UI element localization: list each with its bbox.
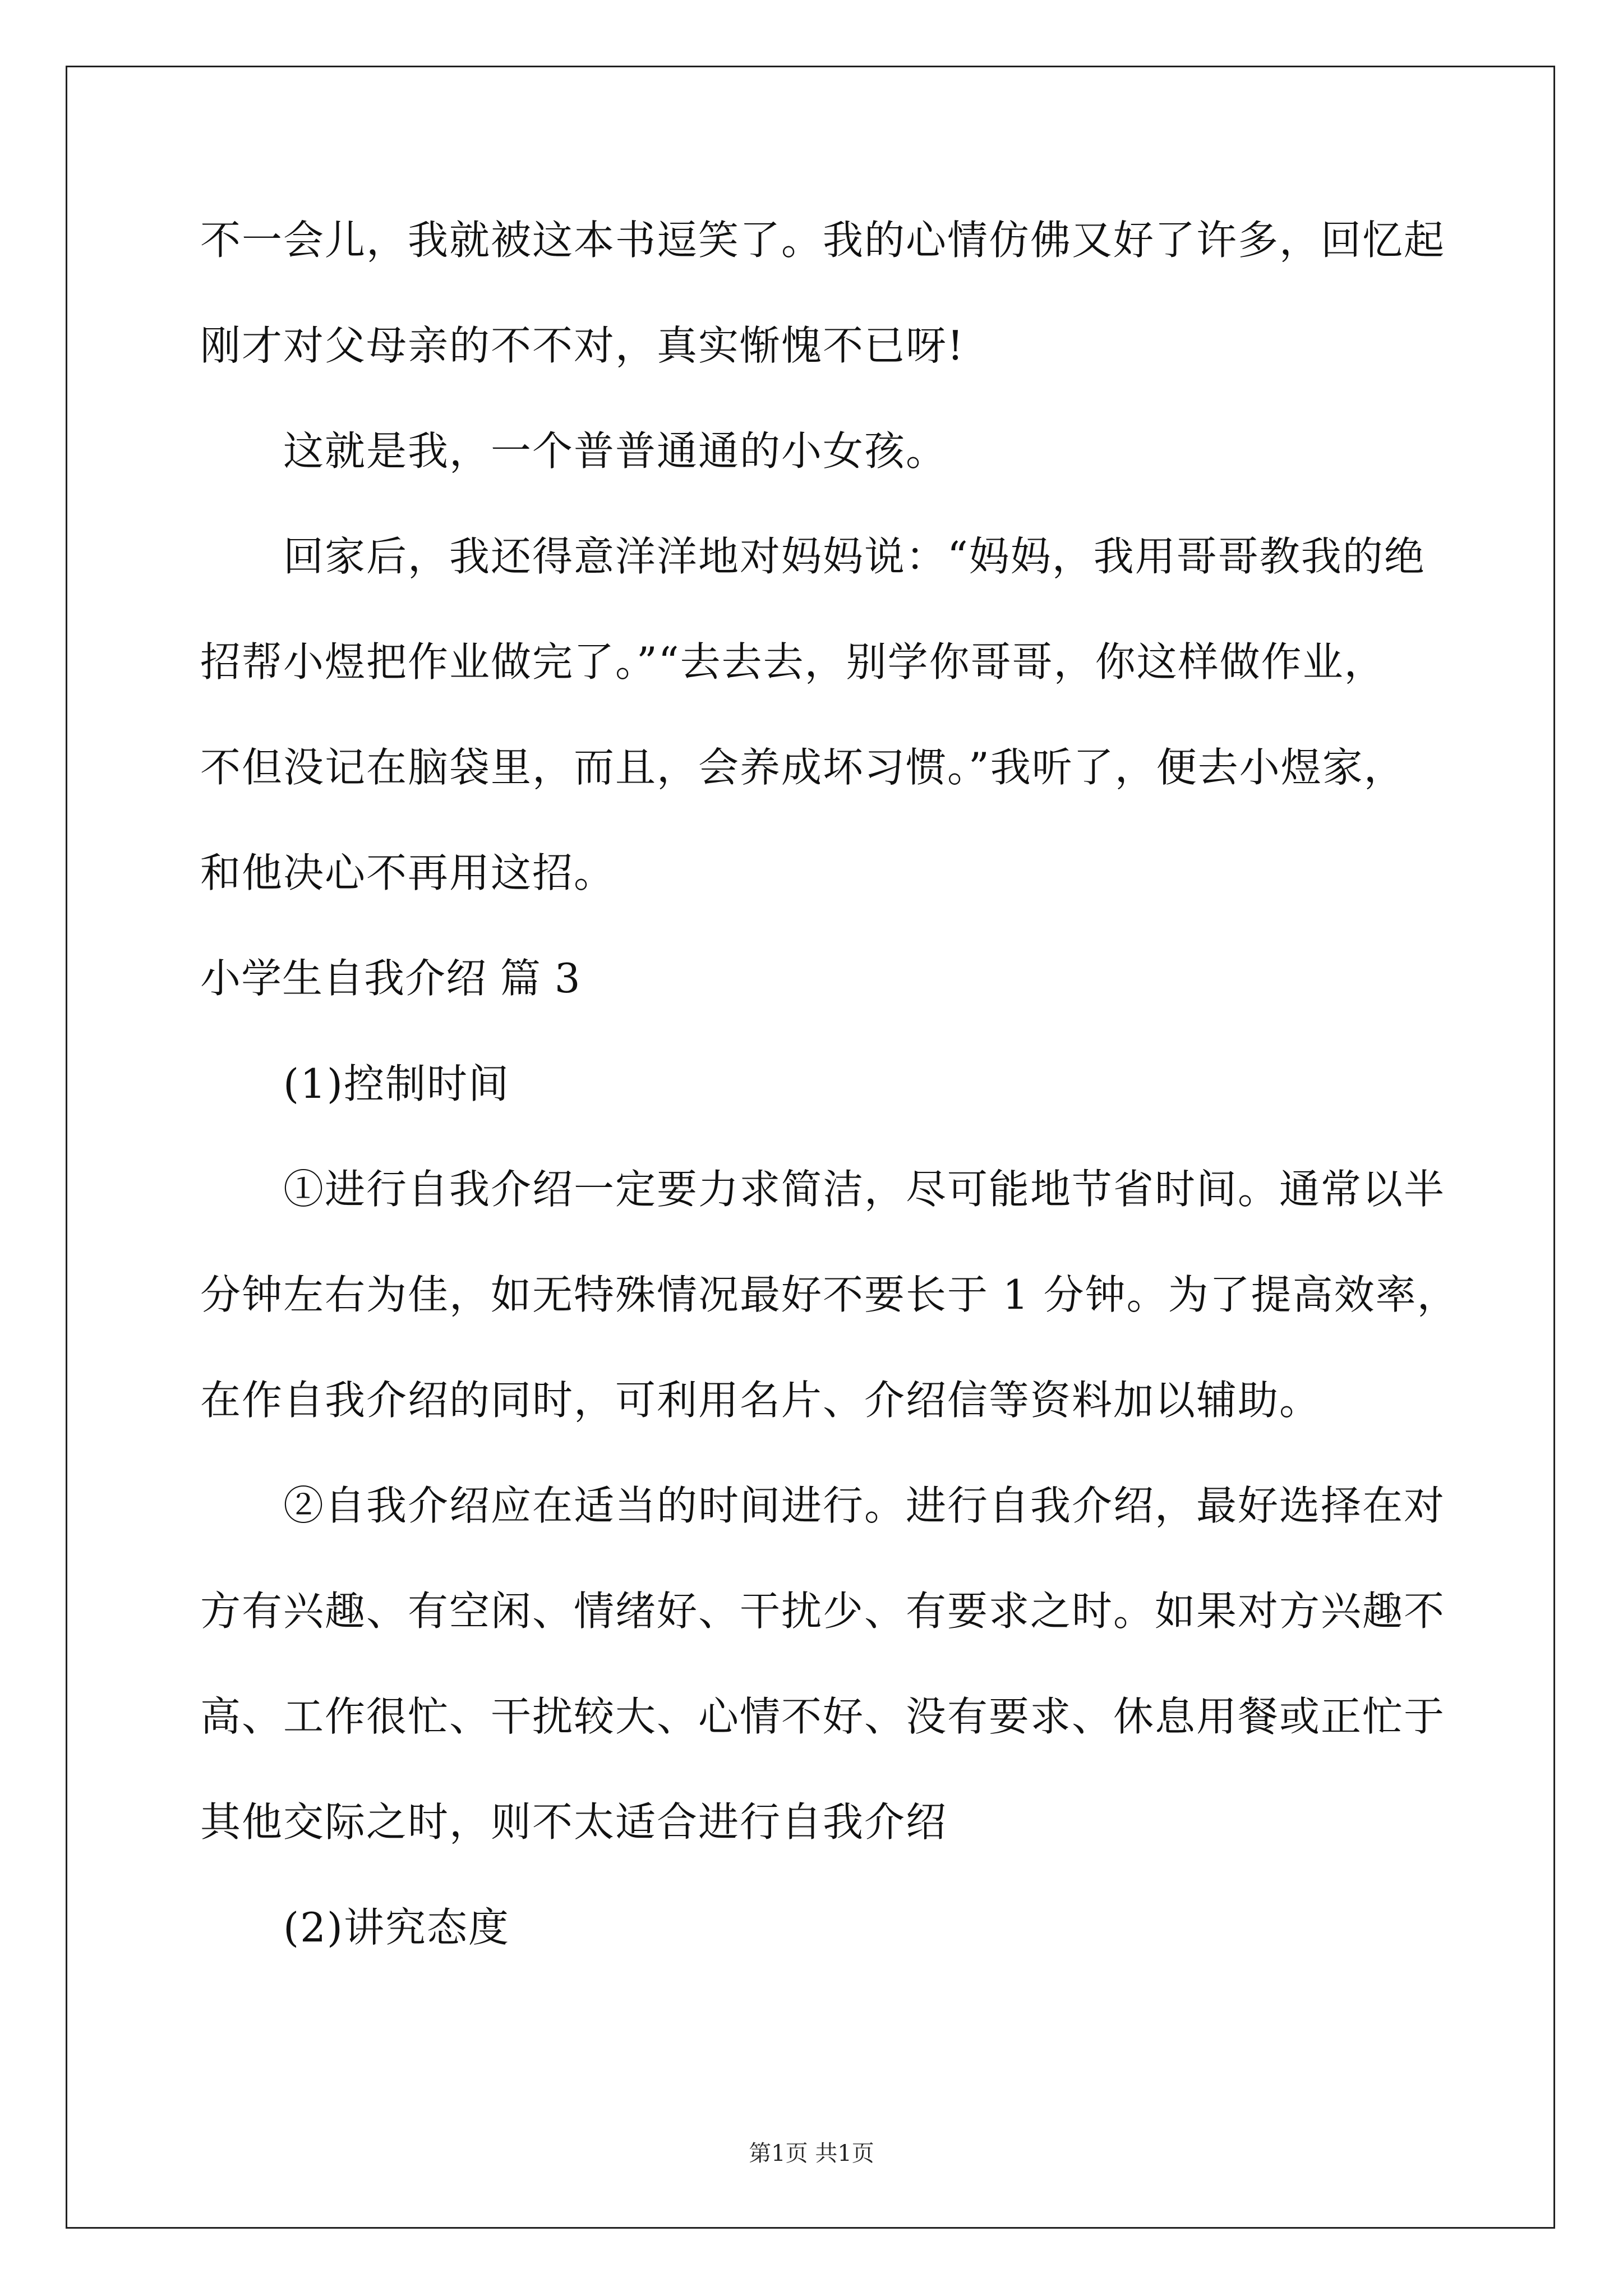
- paragraph-line: 不但没记在脑袋里，而且，会养成坏习惯。”我听了，便去小煜家，: [200, 744, 1405, 791]
- subheading: (2)讲究态度: [283, 1904, 510, 1951]
- page-footer: 第1页 共1页: [749, 2141, 874, 2166]
- paragraph-line: 其他交际之时，则不太适合进行自我介绍: [200, 1798, 948, 1846]
- section-heading: 小学生自我介绍 篇 3: [200, 955, 581, 1002]
- paragraph-line: ①进行自我介绍一定要力求简洁，尽可能地节省时间。通常以半: [283, 1166, 1446, 1213]
- document-body: [200, 213, 1459, 2006]
- paragraph-line: 高、工作很忙、干扰较大、心情不好、没有要求、休息用餐或正忙于: [200, 1693, 1446, 1740]
- paragraph-line: 这就是我，一个普普通通的小女孩。: [283, 427, 948, 475]
- paragraph-line: 刚才对父母亲的不不对，真实惭愧不已呀!: [200, 322, 965, 369]
- paragraph-line: 方有兴趣、有空闲、情绪好、干扰少、有要求之时。如果对方兴趣不: [200, 1588, 1446, 1635]
- paragraph-line: ②自我介绍应在适当的时间进行。进行自我介绍，最好选择在对: [283, 1482, 1446, 1529]
- paragraph-line: 招帮小煜把作业做完了。”“去去去，别学你哥哥，你这样做作业，: [200, 638, 1386, 685]
- paragraph-line: 在作自我介绍的同时，可利用名片、介绍信等资料加以辅助。: [200, 1377, 1321, 1424]
- subheading: (1)控制时间: [283, 1060, 510, 1107]
- paragraph-line: 回家后，我还得意洋洋地对妈妈说：“妈妈，我用哥哥教我的绝: [283, 533, 1426, 580]
- paragraph-line: 和他决心不再用这招。: [200, 849, 616, 896]
- paragraph-line: 分钟左右为佳，如无特殊情况最好不要长于 1 分钟。为了提高效率，: [200, 1271, 1459, 1318]
- paragraph-line: 不一会儿，我就被这本书逗笑了。我的心情仿佛又好了许多，回忆起: [200, 217, 1446, 264]
